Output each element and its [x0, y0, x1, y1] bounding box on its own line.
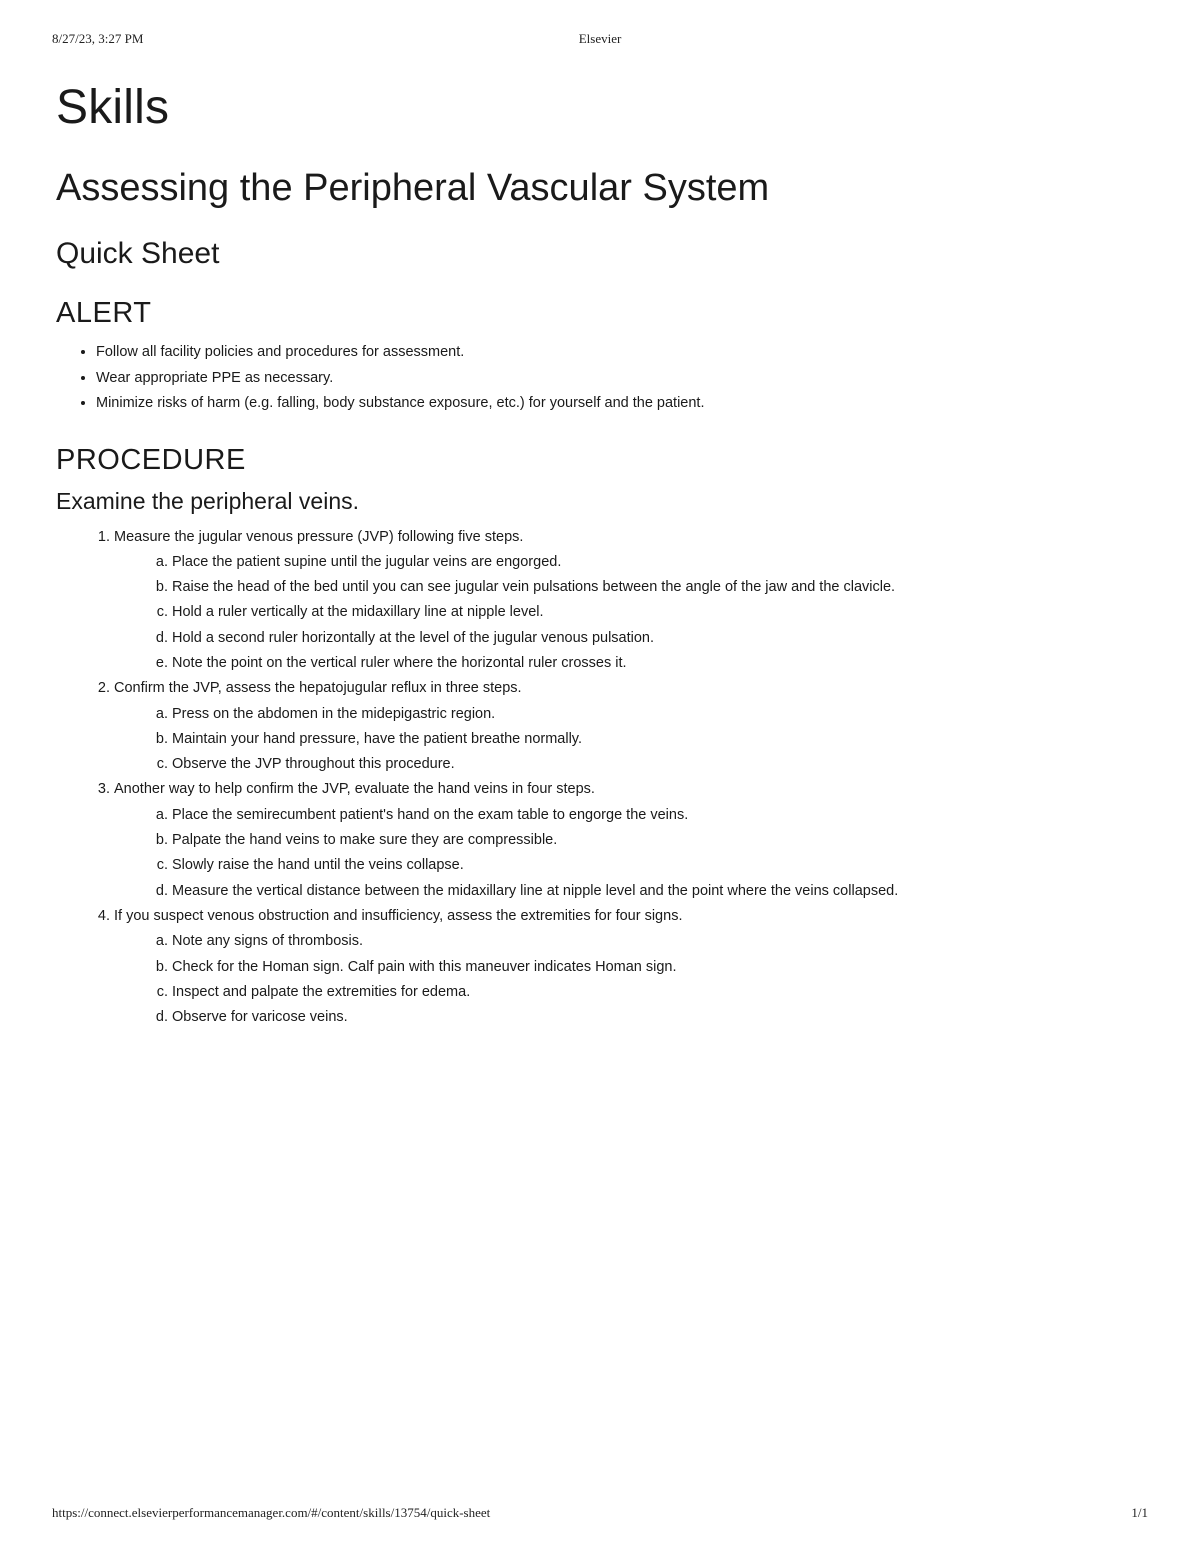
- substep: d. Measure the vertical distance between the midaxillary line at nipple level and the point where the veins collapsed.: [172, 879, 1156, 904]
- alert-list: [56, 340, 1156, 417]
- page-title: Assessing the Peripheral Vascular System: [56, 167, 770, 209]
- substep-list: [114, 702, 1156, 778]
- procedure-step: [114, 676, 1156, 777]
- substep: b. Raise the head of the bed until you can see jugular vein pulsations between the angle of the jaw and the clavicle.: [172, 575, 1156, 600]
- alert-heading: ALERT: [56, 297, 152, 329]
- substep: a. Note any signs of thrombosis.: [172, 929, 1156, 954]
- substep: b. Maintain your hand pressure, have the patient breathe normally.: [172, 727, 1156, 752]
- step-text: Another way to help confirm the JVP, evaluate the hand veins in four steps.: [114, 781, 595, 798]
- procedure-step: [114, 525, 1156, 677]
- substep: d. Hold a second ruler horizontally at the level of the jugular venous pulsation.: [172, 626, 1156, 651]
- page-number: 1/1: [1131, 1505, 1148, 1520]
- procedure-section-title: Examine the peripheral veins.: [56, 487, 359, 514]
- print-footer: [52, 1505, 1148, 1523]
- procedure-heading: PROCEDURE: [56, 443, 246, 476]
- substep: a. Place the semirecumbent patient's hand on the exam table to engorge the veins.: [172, 803, 1156, 828]
- alert-item: • Minimize risks of harm (e.g. falling, body substance exposure, etc.) for yourself and the patient.: [96, 391, 1156, 417]
- substep-list: [114, 929, 1156, 1030]
- procedure-steps: [56, 525, 1156, 1031]
- substep: b. Check for the Homan sign. Calf pain with this maneuver indicates Homan sign.: [172, 955, 1156, 980]
- substep-list: [114, 550, 1156, 676]
- print-header: [52, 31, 1148, 49]
- print-site-name: Elsevier: [578, 31, 622, 46]
- page-subtitle: Quick Sheet: [56, 237, 220, 270]
- page-url[interactable]: https://connect.elsevierperformancemanager.com/#/content/skills/13754/quick-sheet: [52, 1505, 491, 1520]
- print-datetime: 8/27/23, 3:27 PM: [52, 31, 144, 46]
- substep: c. Observe the JVP throughout this procedure.: [172, 752, 1156, 777]
- substep: c. Slowly raise the hand until the veins collapse.: [172, 853, 1156, 878]
- procedure-step: [114, 904, 1156, 1030]
- substep: c. Hold a ruler vertically at the midaxillary line at nipple level.: [172, 600, 1156, 625]
- step-text: Measure the jugular venous pressure (JVP) following five steps.: [114, 528, 524, 545]
- substep: b. Palpate the hand veins to make sure they are compressible.: [172, 828, 1156, 853]
- substep: a. Place the patient supine until the jugular veins are engorged.: [172, 550, 1156, 575]
- substep: e. Note the point on the vertical ruler where the horizontal ruler crosses it.: [172, 651, 1156, 676]
- substep: a. Press on the abdomen in the midepigastric region.: [172, 702, 1156, 727]
- page-heading: Skills: [56, 81, 170, 134]
- substep: d. Observe for varicose veins.: [172, 1005, 1156, 1030]
- substep-list: [114, 803, 1156, 904]
- substep: c. Inspect and palpate the extremities for edema.: [172, 980, 1156, 1005]
- page-content: [56, 78, 1156, 1030]
- step-text: Confirm the JVP, assess the hepatojugular reflux in three steps.: [114, 680, 522, 697]
- step-text: If you suspect venous obstruction and insufficiency, assess the extremities for four signs.: [114, 907, 683, 924]
- alert-item: • Follow all facility policies and procedures for assessment.: [96, 340, 1156, 366]
- procedure-step: [114, 777, 1156, 903]
- alert-item: • Wear appropriate PPE as necessary.: [96, 366, 1156, 392]
